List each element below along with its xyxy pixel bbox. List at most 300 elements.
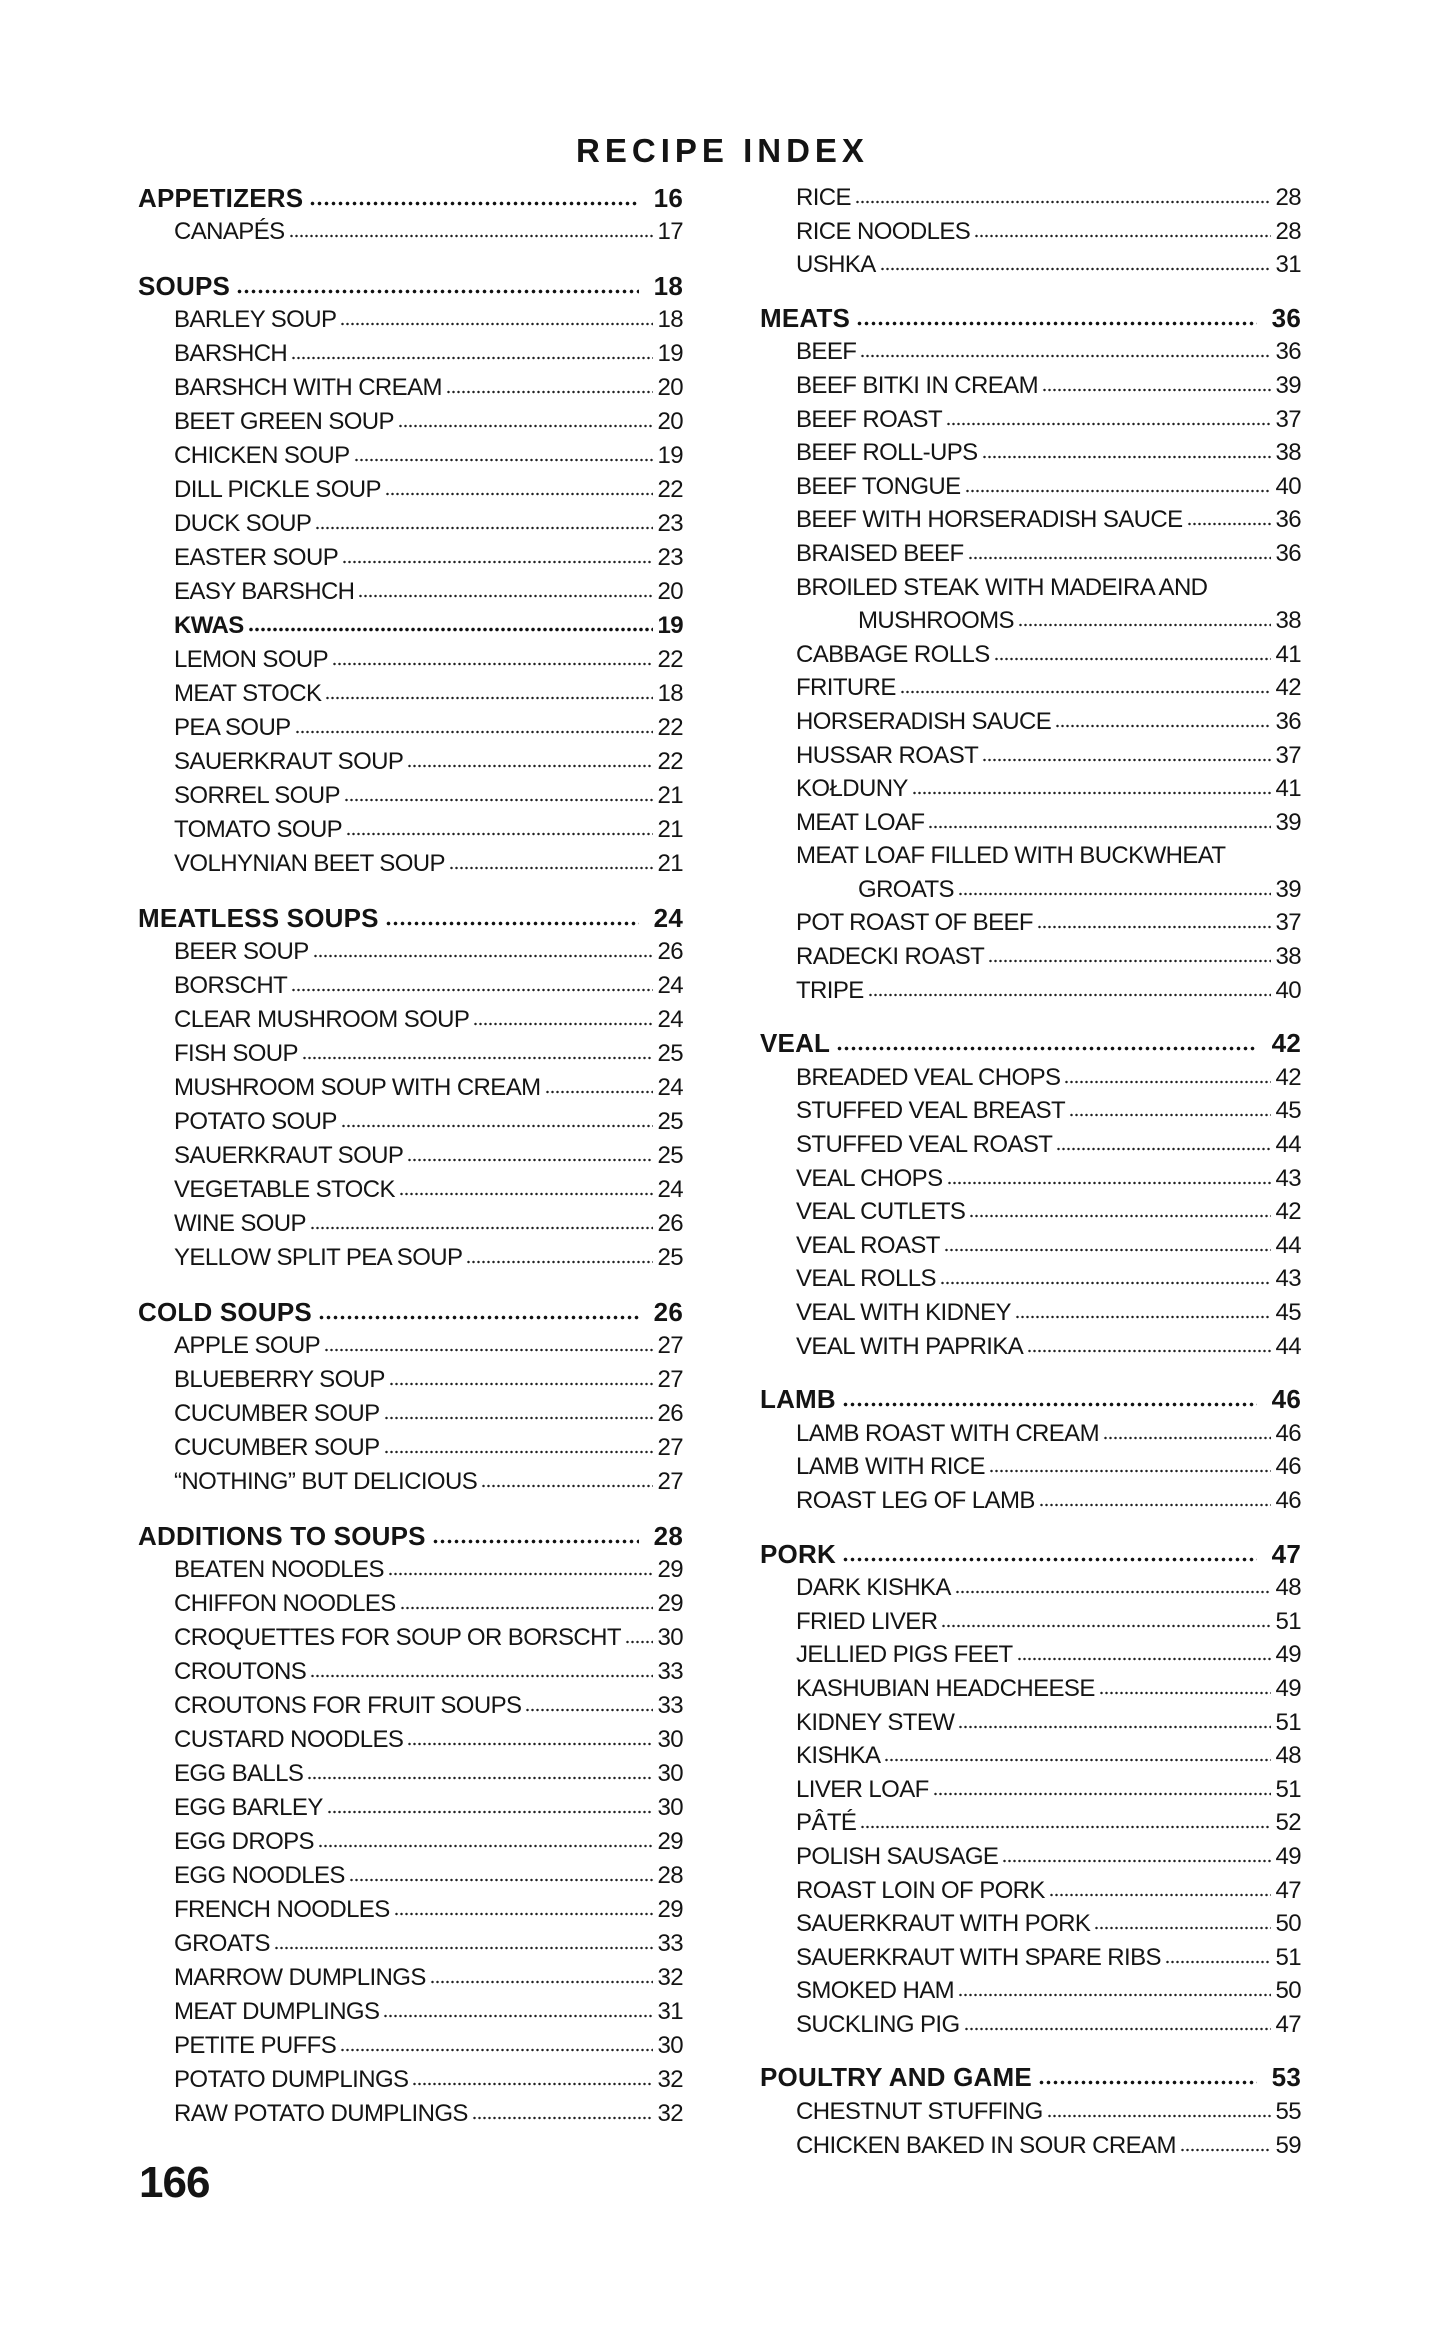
entry-page: 19 [657,340,683,367]
dot-leader [958,1725,1271,1729]
entry-label: CABBAGE ROLLS [796,640,990,668]
index-entry [760,403,1301,437]
dot-leader [855,200,1271,204]
index-entry [760,571,1301,605]
index-entry [760,436,1301,470]
entry-label: MEAT DUMPLINGS [174,1998,380,2025]
entry-page: 30 [657,1794,683,1821]
entry-label: BEEF ROAST [796,405,943,433]
dot-leader [383,2014,653,2018]
entry-label: FRITURE [796,674,896,702]
dot-leader [1099,1691,1271,1695]
index-entry [138,575,683,609]
index-entry [138,1825,683,1859]
entry-label: BORSCHT [174,972,288,999]
index-entry [760,1605,1301,1639]
index-entry [760,1296,1301,1330]
entry-page: 18 [657,306,683,333]
entry-label: TRIPE [796,976,864,1004]
entry-page: 33 [657,1692,683,1719]
index-entry [760,1941,1301,1975]
index-entry [138,1655,683,1689]
dot-leader [836,1046,1257,1051]
entry-page: 26 [657,1400,683,1427]
index-entry [760,1773,1301,1807]
index-category [138,1295,683,1329]
dot-leader [310,1226,653,1230]
entry-page: 42 [1275,1198,1301,1226]
dot-leader [309,201,639,206]
entry-page: 29 [657,1590,683,1617]
entry-label: LAMB ROAST WITH CREAM [796,1419,1099,1447]
index-entry [138,1207,683,1241]
index-entry [760,1806,1301,1840]
category-page: 24 [653,903,683,933]
dot-leader [274,1946,653,1950]
entry-page: 23 [657,510,683,537]
entry-label: WINE SOUP [174,1210,306,1237]
index-entry [760,1417,1301,1451]
index-entry [760,470,1301,504]
entry-label: DILL PICKLE SOUP [174,476,381,503]
dot-leader [332,662,653,666]
entry-label: CUSTARD NOODLES [174,1726,404,1753]
dot-leader [313,954,653,958]
dot-leader [394,1912,653,1916]
index-entry [760,1450,1301,1484]
entry-label: MEAT LOAF [796,808,925,836]
entry-label: BROILED STEAK WITH MADEIRA AND [796,573,1208,601]
entry-page: 44 [1275,1231,1301,1259]
entry-label: LIVER LOAF [796,1775,929,1803]
dot-leader [318,1844,653,1848]
index-entry [138,2097,683,2131]
entry-page: 45 [1275,1097,1301,1125]
entry-page: 26 [657,938,683,965]
dot-leader [944,1248,1271,1252]
dot-leader [315,526,653,530]
dot-leader [342,560,653,564]
dot-leader [446,390,653,394]
entry-label: EGG BARLEY [174,1794,323,1821]
entry-page: 25 [657,1142,683,1169]
entry-label: CUCUMBER SOUP [174,1400,380,1427]
entry-label: BREADED VEAL CHOPS [796,1063,1061,1091]
entry-page: 32 [657,2066,683,2093]
index-entry [138,711,683,745]
entry-page: 43 [1275,1164,1301,1192]
entry-page: 39 [1275,371,1301,399]
entry-page: 41 [1275,775,1301,803]
dot-leader [958,892,1271,896]
entry-page: 25 [657,1244,683,1271]
dot-leader [324,1348,653,1352]
entry-label: YELLOW SPLIT PEA SOUP [174,1244,463,1271]
index-entry [760,671,1301,705]
dot-leader [856,321,1257,326]
dot-leader [994,657,1271,661]
entry-label: BEEF [796,338,857,366]
dot-leader [1165,1960,1271,1964]
index-entry [760,215,1301,249]
entry-label: EGG NOODLES [174,1862,345,1889]
dot-leader [466,1260,653,1264]
entry-label: CHICKEN SOUP [174,442,350,469]
entry-page: 21 [657,782,683,809]
index-entry [760,638,1301,672]
dot-leader [399,1192,653,1196]
entry-label: “NOTHING” BUT DELICIOUS [174,1468,478,1495]
entry-page: 36 [1275,338,1301,366]
entry-page: 38 [1275,943,1301,971]
entry-label: POTATO DUMPLINGS [174,2066,409,2093]
dot-leader [385,492,653,496]
entry-label-continuation: GROATS [858,875,954,903]
entry-page: 51 [1275,1943,1301,1971]
index-entry [138,405,683,439]
entry-page: 32 [657,1964,683,1991]
page-number: 166 [139,2158,210,2207]
entry-label: SAUERKRAUT SOUP [174,748,404,775]
dot-leader [860,354,1271,358]
entry-label: BEER SOUP [174,938,309,965]
dot-leader [900,690,1271,694]
entry-label: SAUERKRAUT SOUP [174,1142,404,1169]
entry-page: 41 [1275,640,1301,668]
dot-leader [344,798,653,802]
dot-leader [860,1825,1271,1829]
index-entry [138,1431,683,1465]
index-entry [138,969,683,1003]
entry-label: KWAS [174,612,244,639]
dot-leader [988,959,1271,963]
dot-leader [236,289,639,294]
dot-leader [1002,1859,1271,1863]
dot-leader [964,2027,1271,2031]
entry-page: 18 [657,680,683,707]
dot-leader [302,1056,653,1060]
dot-leader [473,1022,653,1026]
index-entry [760,1061,1301,1095]
dot-leader [327,1810,653,1814]
dot-leader [412,2082,653,2086]
dot-leader [358,594,653,598]
entry-label: BEEF ROLL-UPS [796,439,978,467]
entry-page: 20 [657,408,683,435]
index-entry [760,1974,1301,2008]
index-category [138,269,683,303]
dot-leader [310,1674,653,1678]
entry-label: KASHUBIAN HEADCHEESE [796,1674,1095,1702]
dot-leader [1047,2114,1271,2118]
entry-page: 27 [657,1434,683,1461]
index-entry [138,745,683,779]
entry-page: 51 [1275,1708,1301,1736]
entry-page: 46 [1275,1486,1301,1514]
entry-label: SAUERKRAUT WITH PORK [796,1910,1091,1938]
index-entry [760,1484,1301,1518]
entry-label: MEAT STOCK [174,680,322,707]
index-entry [760,772,1301,806]
index-entry [138,1859,683,1893]
dot-leader [958,1993,1271,1997]
category-label: APPETIZERS [138,183,304,213]
index-entry [760,2008,1301,2042]
entry-page: 52 [1275,1809,1301,1837]
dot-leader [912,791,1271,795]
dot-leader [346,832,653,836]
entry-label: VEAL WITH PAPRIKA [796,1332,1024,1360]
entry-label: MUSHROOM SOUP WITH CREAM [174,1074,541,1101]
entry-label: BARSHCH WITH CREAM [174,374,442,401]
dot-leader [842,1402,1257,1407]
index-entry [138,1241,683,1275]
entry-page: 50 [1275,1910,1301,1938]
entry-page: 42 [1275,674,1301,702]
entry-label: SORREL SOUP [174,782,340,809]
entry-page: 31 [1275,251,1301,279]
entry-label: BARSHCH [174,340,288,367]
entry-page: 50 [1275,1977,1301,2005]
index-entry [760,906,1301,940]
entry-label: TOMATO SOUP [174,816,343,843]
index-entry [760,1330,1301,1364]
entry-page: 21 [657,850,683,877]
entry-page: 48 [1275,1574,1301,1602]
entry-page: 47 [1275,2010,1301,2038]
dot-leader [318,1315,639,1320]
dot-leader [1069,1113,1271,1117]
entry-page: 37 [1275,909,1301,937]
index-entry [760,335,1301,369]
entry-page: 30 [657,1726,683,1753]
category-label: MEATS [760,302,851,333]
dot-leader [1027,1349,1271,1353]
dot-leader [481,1484,653,1488]
index-entry [138,371,683,405]
entry-label: POTATO SOUP [174,1108,337,1135]
entry-label: SAUERKRAUT WITH SPARE RIBS [796,1943,1161,1971]
dot-leader [968,556,1271,560]
category-page: 42 [1271,1028,1301,1059]
index-category [760,302,1301,336]
entry-page: 51 [1275,1607,1301,1635]
dot-leader [969,1214,1271,1218]
entry-label: EASY BARSHCH [174,578,355,605]
entry-page: 29 [657,1828,683,1855]
index-entry [760,1874,1301,1908]
entry-page: 36 [1275,539,1301,567]
dot-leader [349,1878,653,1882]
dot-leader [1180,2148,1271,2152]
dot-leader [974,234,1271,238]
entry-label: MEAT LOAF FILLED WITH BUCKWHEAT [796,842,1226,870]
entry-page: 24 [657,1074,683,1101]
entry-label: DUCK SOUP [174,510,312,537]
index-entry [760,1672,1301,1706]
dot-leader [928,825,1271,829]
entry-label: BEATEN NOODLES [174,1556,384,1583]
dot-leader [1103,1436,1271,1440]
entry-label: SUCKLING PIG [796,2010,960,2038]
index-entry [138,609,683,643]
entry-page: 25 [657,1108,683,1135]
dot-leader [625,1640,653,1644]
index-entry [760,2129,1301,2163]
dot-leader [1017,1657,1271,1661]
entry-page: 19 [657,612,683,639]
dot-leader [289,234,653,238]
index-entry [760,369,1301,403]
entry-page: 39 [1275,808,1301,836]
dot-leader [407,764,653,768]
entry-page: 32 [657,2100,683,2127]
entry-label: CROQUETTES FOR SOUP OR BORSCHT [174,1624,621,1651]
entry-page: 44 [1275,1131,1301,1159]
entry-page: 28 [657,1862,683,1889]
entry-page: 24 [657,1006,683,1033]
entry-page: 19 [657,442,683,469]
entry-label: BLUEBERRY SOUP [174,1366,385,1393]
dot-leader [340,322,653,326]
entry-label: POT ROAST OF BEEF [796,909,1033,937]
entry-page: 37 [1275,741,1301,769]
entry-page: 20 [657,578,683,605]
entry-page: 22 [657,646,683,673]
index-entry [760,739,1301,773]
index-entry [760,705,1301,739]
dot-leader [946,422,1271,426]
category-page: 16 [653,183,683,213]
index-entry [138,847,683,881]
index-entry [138,439,683,473]
dot-leader [384,1450,653,1454]
entry-page: 27 [657,1366,683,1393]
dot-leader [384,1416,653,1420]
entry-page: 59 [1275,2131,1301,2159]
dot-leader [432,1539,639,1544]
dot-leader [1018,623,1271,627]
entry-page: 43 [1275,1265,1301,1293]
index-entry [138,643,683,677]
category-label: COLD SOUPS [138,1297,312,1327]
index-entry [760,248,1301,282]
index-entry [760,537,1301,571]
dot-leader [1049,1893,1271,1897]
entry-page: 40 [1275,976,1301,1004]
index-entry [138,2063,683,2097]
index-entry [138,1003,683,1037]
index-entry [138,473,683,507]
index-category [760,1383,1301,1417]
index-entry [138,1757,683,1791]
entry-label: VEAL ROAST [796,1231,940,1259]
dot-leader [295,730,653,734]
dot-leader [341,1124,653,1128]
entry-label: EGG DROPS [174,1828,314,1855]
entry-page: 27 [657,1468,683,1495]
entry-label: BEEF TONGUE [796,472,961,500]
index-entry [760,1638,1301,1672]
entry-label: VEGETABLE STOCK [174,1176,395,1203]
entry-label: APPLE SOUP [174,1332,321,1359]
index-entry [138,1329,683,1363]
index-entry [760,1907,1301,1941]
entry-page: 38 [1275,607,1301,635]
entry-page: 21 [657,816,683,843]
dot-leader [1042,388,1271,392]
entry-label: STUFFED VEAL ROAST [796,1131,1053,1159]
category-page: 18 [653,271,683,301]
entry-page: 22 [657,476,683,503]
dot-leader [1056,1147,1271,1151]
entry-label: LAMB WITH RICE [796,1453,985,1481]
entry-page: 30 [657,1760,683,1787]
entry-page: 46 [1275,1419,1301,1447]
entry-page: 48 [1275,1742,1301,1770]
entry-label: GROATS [174,1930,270,1957]
entry-label: STUFFED VEAL BREAST [796,1097,1066,1125]
entry-page: 49 [1275,1842,1301,1870]
entry-label: RICE [796,184,851,211]
entry-page: 49 [1275,1641,1301,1669]
entry-label: ROAST LOIN OF PORK [796,1876,1045,1904]
index-category [760,1027,1301,1061]
index-entry [138,935,683,969]
entry-page: 30 [657,2032,683,2059]
entry-page: 44 [1275,1332,1301,1360]
index-entry [138,1105,683,1139]
index-entry [760,1128,1301,1162]
entry-label: RICE NOODLES [796,217,971,245]
entry-page: 17 [657,218,683,245]
entry-label: MARROW DUMPLINGS [174,1964,426,1991]
category-label: POULTRY AND GAME [760,2062,1032,2093]
category-label: PORK [760,1538,836,1569]
entry-label: CUCUMBER SOUP [174,1434,380,1461]
dot-leader [449,866,653,870]
index-entry [138,1995,683,2029]
entry-page: 23 [657,544,683,571]
index-entry [138,1723,683,1757]
index-entry [138,215,683,249]
entry-label: PETITE PUFFS [174,2032,337,2059]
index-entry [138,507,683,541]
dot-leader [307,1776,653,1780]
entry-page: 33 [657,1658,683,1685]
index-entry [760,839,1301,873]
dot-leader [868,993,1271,997]
category-page: 36 [1271,302,1301,333]
index-entry [138,1893,683,1927]
dot-leader [989,1469,1271,1473]
dot-leader [1187,522,1271,526]
index-entry-continuation [760,873,1301,907]
entry-page: 39 [1275,875,1301,903]
entry-label: KIDNEY STEW [796,1708,955,1736]
dot-leader [1038,2080,1257,2085]
dot-leader [1064,1080,1271,1084]
entry-label: BEEF BITKI IN CREAM [796,371,1038,399]
entry-label: CHIFFON NOODLES [174,1590,396,1617]
index-entry [138,779,683,813]
entry-page: 26 [657,1210,683,1237]
dot-leader [525,1708,653,1712]
dot-leader [1055,724,1271,728]
dot-leader [400,1606,653,1610]
entry-label: FRIED LIVER [796,1607,938,1635]
entry-label: CANAPÉS [174,218,285,245]
